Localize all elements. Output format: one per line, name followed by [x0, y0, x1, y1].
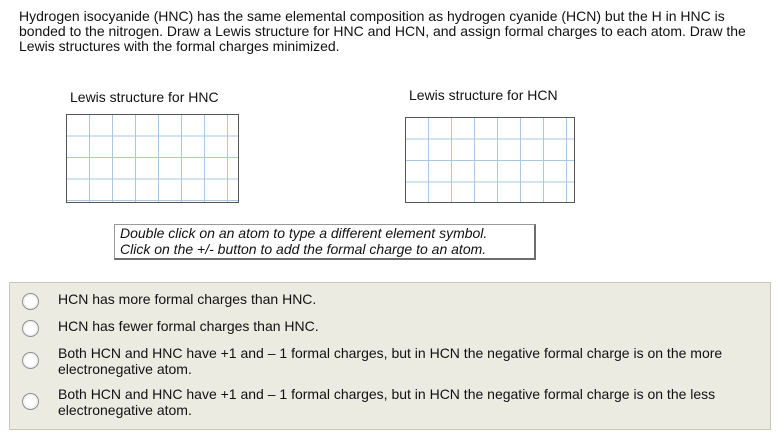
radio-button-1[interactable] — [22, 293, 39, 310]
answer-choices-panel — [9, 282, 771, 430]
hnc-drawing-canvas[interactable] — [66, 114, 239, 203]
question-text: Hydrogen isocyanide (HNC) has the same elemental composition as hydrogen cyanide (HCN) but the H in HNC is bonded to the nitrogen. Draw a Lewis structure for HNC and HCN, and assign formal charges to each atom. Draw the Lewis structures with the formal charges minimized. — [19, 8, 746, 54]
hnc-structure-label: Lewis structure for HNC — [70, 89, 219, 105]
answer-choice-4-text: Both HCN and HNC have +1 and – 1 formal charges, but in HCN the negative formal charge is on the less electronegative atom. — [58, 386, 716, 418]
radio-button-2[interactable] — [22, 320, 39, 337]
instruction-hint-box — [114, 224, 536, 260]
hcn-structure-label: Lewis structure for HCN — [409, 87, 558, 103]
hint-line-1: Double click on an atom to type a different element symbol. — [120, 225, 488, 241]
radio-button-3[interactable] — [22, 352, 39, 369]
answer-choice-1-text: HCN has more formal charges than HNC. — [58, 291, 317, 307]
hcn-drawing-canvas[interactable] — [405, 117, 575, 203]
answer-choice-2-text: HCN has fewer formal charges than HNC. — [58, 318, 319, 334]
answer-choice-3-text: Both HCN and HNC have +1 and – 1 formal charges, but in HCN the negative formal charge is on the more electronegative atom. — [58, 345, 723, 377]
radio-button-4[interactable] — [22, 393, 39, 410]
hint-line-2: Click on the +/- button to add the formal charge to an atom. — [120, 240, 487, 257]
